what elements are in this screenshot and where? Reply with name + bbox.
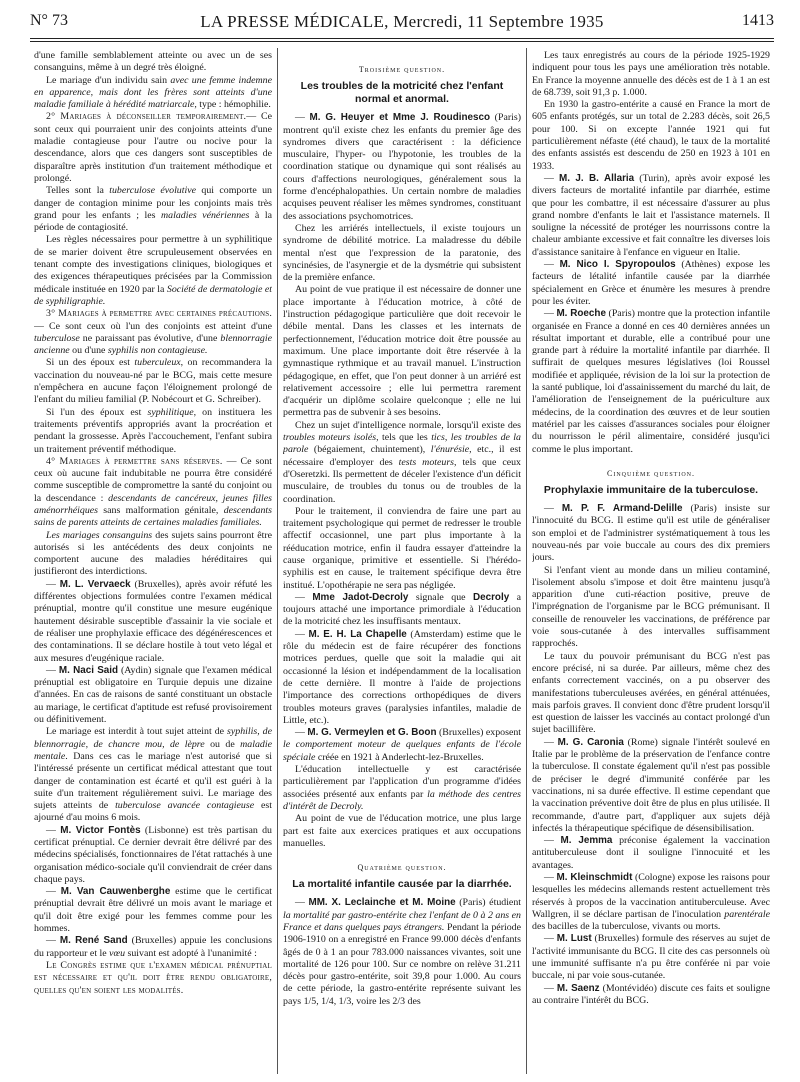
speaker-name: Mme Jadot-Decroly — [312, 591, 409, 603]
paragraph: — M. E. H. La Chapelle (Amsterdam) estime que le rôle du médecin est de faire récupérer des fonctions motrices perdues, quelle que soit la maladie qui ait occasionné la lésion et indépendamment de la localisation de cette dernière. Il montre à l'aide de projections l'importance des corrections orthopédiques de divers troubles moteurs graves (paralysies infantiles, maladie de Little, etc.). — [283, 628, 521, 726]
paragraph: — M. G. Caronia (Rome) signale l'intérêt soulevé en Italie par le problème de la préservation de l'enfance contre la tuberculose. Il constate également qu'il n'est pas possible de préciser le degré d'immunité conférée par les vaccinations, ni sa durée effective. Il estime cependant que la vaccination préventive doit être de plus en plus utilisée. Il recommande, d'autre part, d'appliquer aux sujets déjà infectés la thérapeutique spécifique de désensibilisation. — [532, 736, 770, 834]
paragraph: Si un des époux est tuberculeux, on recommandera la vaccination du nouveau-né par le BCG, mais cette mesure n'empêchera en aucune façon l'éloignement prolongé de l'enfant du milieu familial (P. Nobécourt et G. Schreiber). — [34, 357, 272, 406]
paragraph: En 1930 la gastro-entérite a causé en France la mort de 605 enfants protégés, sur un total de 2.283 décès, soit 26,5 pour 100. Si on excepte l'année 1921 qui fut particulièrement néfaste (été chaud), le taux de la mortalité des enfants assistés est descendu de 250 en 1923 à 101 en 1933. — [532, 99, 770, 172]
speaker-name: M. L. Vervaeck — [59, 578, 131, 590]
paragraph: — M. Lust (Bruxelles) formule des réserves au sujet de l'activité immunisante du BCG. Il cite des cas personnels où une immunité suffisante n'a pu être conférée ni par voie buccale, ni par voie sous-cutanée. — [532, 933, 770, 982]
paragraph: — MM. X. Leclainche et M. Moine (Paris) étudient la mortalité par gastro-entérite chez l'enfant de 0 à 2 ans en France et dans quelques pays étrangers. Pendant la période 1906-1910 on a enregistré en France 99.000 décès d'enfants âgés de 0 à 1 an pour 783.000 naissances vivantes, soit une mortalité de 126 pour 100. Sur ce nombre on relève 31.211 décès pour gastro-entérite, soit 39,8 pour 1.000. Au cours de cette période, la gastro-entérite représente suivant les pays 1/5, 1/4, 1/3, voire les 2/3 des — [283, 897, 521, 1007]
column-rule-2 — [526, 48, 527, 1074]
paragraph: Les mariages consanguins des sujets sains pourront être autorisés si les antécédents des deux conjoints ne comportent aucune des maladies héréditaires qui justifieront des interdictions. — [34, 529, 272, 578]
section-title: Les troubles de la motricité chez l'enfant normal et anormal. — [300, 80, 504, 106]
running-header — [30, 12, 774, 34]
section-number: Quatrième question. — [357, 863, 447, 873]
paragraph: Le taux du pouvoir prémunisant du BCG n'est pas encore précisé, ni sa durée. Par ailleurs, même chez des enfants correctement vaccinés, on a pu observer des manifestations tuberculeuses avérées, en général atténuées, mais parfois graves. Il convient donc d'être prudent lorsqu'il est question de laisser les vaccinés au contact prolongé d'un sujet bacillifère. — [532, 650, 770, 736]
paragraph: Si l'un des époux est syphilitique, on instituera les traitements préventifs appropriés avant la procréation et pendant la grossesse. Après l'accouchement, l'enfant subira un traitement préventif méthodique. — [34, 406, 272, 455]
paragraph: — M. Nico I. Spyropoulos (Athènes) expose les facteurs de létalité infantile causée par la diarrhée spécialement en Grèce et énumère les mesures à prendre pour les éviter. — [532, 259, 770, 307]
speaker-name: M. G. Vermeylen et G. Boon — [307, 727, 437, 739]
speaker-name: M. Roeche — [556, 308, 606, 320]
paragraph: — M. L. Vervaeck (Bruxelles), après avoir réfuté les différentes objections formulées contre l'examen médical prénuptial, montre qu'il constitue une mesure eugénique hautement désirable susceptible d'assainir la vie sociale et de réaliser une prophylaxie efficace des dégénérescences et des contaminations. Il se déclare hostile à tout veto légal et aux mesures d'eugénique raciale. — [34, 578, 272, 664]
speaker-name: M. G. Caronia — [557, 736, 624, 748]
paragraph: Chez un sujet d'intelligence normale, lorsqu'il existe des troubles moteurs isolés, tels que les tics, les troubles de la parole (bégaiement, chuintement), l'énurésie, etc., il est nécessaire d'employer des tests moteurs, tels que ceux d'Oseretzki. Ils permettent de déceler l'existence d'un déficit musculaire, de troubles du tonus ou de troubles de la coordination. — [283, 419, 521, 505]
paragraph: Si l'enfant vient au monde dans un milieu contaminé, l'isolement absolu s'impose et doit être maintenu jusqu'à apparition d'une cuti-réaction positive, preuve de l'imprégnation de l'organisme par le BCG prémunisant. Il conseille de renouveler les vaccinations, de préférence par voie sous-cutanée à des intervalles suffisamment rapprochés. — [532, 564, 770, 650]
header-rule — [30, 38, 774, 39]
paragraph: — M. J. B. Allaria (Turin), après avoir exposé les divers facteurs de mortalité infantile par diarrhée, estime que pour les combattre, il est nécessaire d'assurer au plus grand nombre d'enfants le lait et l'assistance maternels. Il souligne la nécessité de protéger les nourrissons contre la chaleur ambiante excessive et fait connaître les diverses lois d'assistance sanitaire à l'enfance en vigueur en Italie. — [532, 172, 770, 258]
section-number: Cinquième question. — [607, 468, 695, 478]
subheading: 4° Mariages à permettre sans réserves. — [46, 455, 223, 467]
paragraph: — M. René Sand (Bruxelles) appuie les conclusions du rapporteur et le vœu suivant est adopté à l'unanimité : — [34, 935, 272, 959]
section-number: Troisième question. — [358, 65, 446, 74]
journal-title: LA PRESSE MÉDICALE, Mercredi, 11 Septembre 1935 — [200, 12, 604, 31]
column-rule-1 — [277, 48, 278, 1074]
column-3 — [532, 50, 770, 1075]
paragraph: Au point de vue pratique il est nécessaire de donner une place importante à l'éducation motrice, à côté de l'instruction pédagogique particulière que doit recevoir le débile mental. Dans les classes et les internats de perfectionnement, l'éducation motrice doit être poussée au maximum. Une place importante doit être réservée à la gymnastique rythmique et au travail manuel. L'instruction pédagogique, en effet, que l'on peut donner à un arriéré est relativement accessoire ; elle lui permettra rarement d'acquérir un diplôme scolaire quelconque ; elle ne lui permettra pas de subvenir à ses besoins. — [283, 284, 521, 419]
paragraph: L'éducation intellectuelle y est caractérisée particulièrement par l'application d'un programme d'idées associées présenté aux enfants par la méthode des centres d'intérêt de Decroly. — [283, 764, 521, 812]
header-rule-2 — [30, 41, 774, 42]
paragraph: — M. Saenz (Montévidéo) discute ces faits et souligne au contraire l'intérêt du BCG. — [532, 982, 770, 1006]
paragraph: — Mme Jadot-Decroly signale que Decroly a toujours attaché une importance primordiale à l'éducation de la motricité chez les insuffisants mentaux. — [283, 591, 521, 628]
paragraph: — M. Roeche (Paris) montre que la protection infantile organisée en France a donné en ces 40 dernières années un résultat important et durable, elle a contribué pour une grande part à réduire la mortalité infantile par diarrhée. Il suffirait de quelques mesures législatives (loi Roussel modifiée et appliquée, révision de la loi sur la protection de la santé publique, loi d'assainissement du marché du lait, de l'amélioration de l'enseignement de la puériculture aux médecins, de la coordination des œuvres et de leur soutien matériel par les caisses d'assurances sociales pour éloigner du nourrisson le péril alimentaire, considéré jusqu'ici comme le plus important. — [532, 308, 770, 455]
speaker-name: M. Nico I. Spyropoulos — [559, 259, 676, 271]
paragraph: Le mariage est interdit à tout sujet atteint de syphilis, de blennorragie, de chancre mou, de lèpre ou de maladie mentale. Dans ces cas le mariage n'est autorisé que si l'intéressé présente un certificat médical attestant que tout danger de contamination est écarté et qu'il est guéri à la suite d'un traitement régulièrement suivi. Le mariage des sujets atteints de tuberculose avancée contagieuse est ajourné d'au moins 6 mois. — [34, 726, 272, 824]
page-number: 1413 — [742, 12, 774, 29]
speaker-name: M. Saenz — [556, 982, 600, 994]
paragraph: — M. Victor Fontès (Lisbonne) est très partisan du certificat prénuptial. Ce dernier devrait être délivré par des médecins spécialisés, fonctionnaires de l'état rattachés à une organisation médico-sociale qu'il conviendrait de créer dans chaque pays. — [34, 824, 272, 885]
resolution: Le Congrès estime que l'examen médical prénuptial est nécessaire et qu'il doit être rendu obligatoire, quelles qu'en soient les modalités. — [34, 959, 272, 996]
section-title: La mortalité infantile causée par la diarrhée. — [292, 878, 512, 891]
paragraph: — M. Jemma préconise également la vaccination antituberculeuse dont il souligne l'innocuité et les avantages. — [532, 835, 770, 871]
paragraph: — M. G. Heuyer et Mme J. Roudinesco (Paris) montrent qu'il existe chez les enfants du premier âge des syndromes divers que caractérisent : la déficience musculaire, l'hyper- ou l'hypotonie, les troubles de la coordination statique ou dynamique qui sont réalisés au cours d'affections neurologiques, généralement sous la forme d'encéphalopathies. Un certain nombre de maladies acquises peuvent réaliser les mêmes syndromes, constituant des associations psychomotrices. — [283, 112, 521, 222]
paragraph: Les taux enregistrés au cours de la période 1925-1929 indiquent pour tous les pays une amélioration très notable. En France la moyenne annuelle des décès est de 1 à 1 an est de 68.739, soit 91,3 p. 1.000. — [532, 50, 770, 98]
paragraph: 2° Mariages à déconseiller temporairement.— Ce sont ceux qui pourraient unir des conjoints atteints d'une maladie contagieuse pour l'autre ou nocive pour la descendance, alors que ces dangers sont susceptibles de disparaître après institution d'un traitement méthodique et prolongé. — [34, 111, 272, 184]
speaker-name: M. Naci Said — [58, 664, 119, 676]
section-title: Prophylaxie immunitaire de la tuberculose. — [543, 484, 759, 497]
paragraph: — M. G. Vermeylen et G. Boon (Bruxelles) exposent le comportement moteur de quelques enfants de l'école spéciale créée en 1921 à Anderlecht-lez-Bruxelles. — [283, 727, 521, 763]
paragraph: Pour le traitement, il conviendra de faire une part au traitement psychologique qui permet de redresser le trouble affectif occasionnel, une part plus importante à la rééducation motrice, enfin il faudra essayer d'atteindre la cause organique, primitive et essentielle. Si l'hérédo-syphilis est en cause, le traitement spécifique devra être institué. L'opothérapie ne sera pas négligée. — [283, 505, 521, 591]
subheading: 3° Mariages à permettre avec certaines précautions. — [46, 308, 272, 320]
speaker-name: M. E. H. La Chapelle — [308, 628, 407, 640]
speaker-name: M. J. B. Allaria — [559, 172, 635, 184]
speaker-name: M. P. F. Armand-Delille — [561, 503, 683, 515]
column-1 — [34, 50, 272, 1075]
paragraph: Les règles nécessaires pour permettre à un syphilitique de se marier doivent être scrupuleusement observées en tenant compte des investigations cliniques, biologiques et des exigences thérapeutiques précisées par la Commission médicale instituée en 1920 par la Société de dermatologie et de syphiligraphie. — [34, 234, 272, 307]
paragraph: d'une famille semblablement atteinte ou avec un de ses consanguins, même à un degré très éloigné. — [34, 50, 272, 74]
issue-number: N° 73 — [30, 12, 68, 29]
paragraph: Au point de vue de l'éducation motrice, une plus large part est faite aux exercices pratiques et aux occupations manuelles. — [283, 813, 521, 849]
paragraph: — M. Kleinschmidt (Cologne) expose les raisons pour lesquelles les médecins allemands restent actuellement très réservés à propos de la vaccination antituberculeuse. Avec Wallgren, il se déclare partisan de l'inoculation parentérale des bacilles de la tuberculose, vivants ou morts. — [532, 872, 770, 933]
speaker-name: M. Victor Fontès — [60, 824, 141, 836]
paragraph: — M. Naci Said (Aydin) signale que l'examen médical prénuptial est obligatoire en Turquie depuis une dizaine d'années. En cas de raisons de santé constituant un obstacle au mariage, le certificat d'aptitude est refusé provisoirement ou définitivement. — [34, 664, 272, 726]
speaker-name: MM. X. Leclainche et M. Moine — [308, 897, 456, 909]
speaker-name: M. G. Heuyer et Mme J. Roudinesco — [309, 112, 491, 124]
speaker-name: M. Jemma — [560, 835, 613, 847]
paragraph: 3° Mariages à permettre avec certaines précautions. — Ce sont ceux où l'un des conjoints est atteint d'une tuberculose ne paraissant pas évolutive, d'une blennorragie ancienne ou d'une syphilis non contagieuse. — [34, 308, 272, 357]
paragraph: — M. P. F. Armand-Delille (Paris) insiste sur l'innocuité du BCG. Il estime qu'il est utile de généraliser son emploi et de l'administrer systématiquement à tous les nouveau-nés par voie buccale au cours des dix premiers jours. — [532, 503, 770, 564]
paragraph: Le mariage d'un individu sain avec une femme indemne en apparence, mais dont les frères sont atteints d'une maladie familiale à hérédité matriarcale, type : hémophilie. — [34, 74, 272, 111]
paragraph: 4° Mariages à permettre sans réserves. — Ce sont ceux où aucune fait indubitable ne pourra être considéré comme susceptible de compromettre la santé du conjoint ou la descendance : descendants de cancéreux, jeunes filles aménorrhéiques sans malformation génitale, descendants sains de parents atteints de certaines maladies familiales. — [34, 455, 272, 529]
paragraph: — M. Van Cauwenberghe estime que le certificat prénuptial devrait être délivré un mois avant le mariage et qu'il doit être exigé pour les femmes comme pour les hommes. — [34, 886, 272, 935]
subheading: 2° Mariages à déconseiller temporairement. — [46, 111, 247, 123]
speaker-name: M. Van Cauwenberghe — [60, 886, 171, 898]
speaker-name: M. Lust — [556, 933, 592, 945]
speaker-name: M. Kleinschmidt — [556, 872, 633, 883]
column-2 — [283, 50, 521, 1075]
paragraph: Chez les arriérés intellectuels, il existe toujours un syndrome de débilité motrice. La maladresse du débile mental n'est que l'expression de la paratonie, des syncinésies, de l'asynergie et de la dysmétrie qui subsistent de la première enfance. — [283, 222, 521, 284]
paragraph: Telles sont la tuberculose évolutive qui comporte un danger de contagion minime pour les conjoints mais très grand pour les enfants ; les maladies vénériennes à la période de contagiosité. — [34, 185, 272, 234]
speaker-name: M. René Sand — [59, 935, 128, 947]
